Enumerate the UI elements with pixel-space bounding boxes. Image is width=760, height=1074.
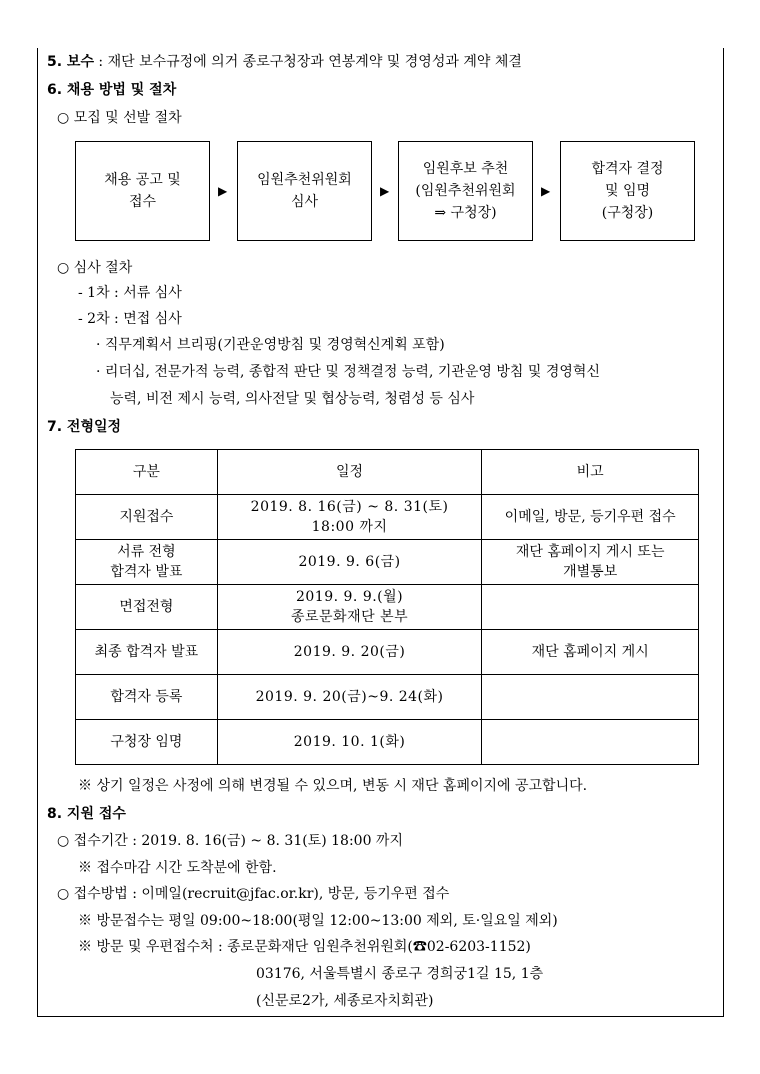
- table-row: [76, 720, 699, 765]
- flow-arrow-icon: ▶: [541, 184, 551, 198]
- cell-line: 2019. 10. 1(화): [293, 734, 406, 750]
- table-cell: [482, 495, 699, 540]
- cell-line: 합격자 발표: [110, 564, 183, 580]
- application-period-note: ※ 접수마감 시간 도착분에 한함.: [78, 860, 277, 876]
- cell-line: 2019. 9. 20(금): [293, 644, 406, 660]
- review-bullet-criteria: · 리더십, 전문가적 능력, 종합적 판단 및 정책결정 능력, 기관운영 방침 및 경영혁신: [96, 364, 600, 380]
- table-cell: [76, 540, 218, 585]
- flow-step-1-line: 채용 공고 및: [104, 172, 181, 188]
- section-5-line: [47, 52, 522, 72]
- table-row: [76, 540, 699, 585]
- table-cell: [217, 720, 482, 765]
- review-second-stage: - 2차 : 면접 심사: [78, 311, 182, 327]
- table-cell: [482, 720, 699, 765]
- cell-line: 18:00 까지: [311, 519, 388, 535]
- table-cell: [482, 585, 699, 630]
- table-row: [76, 630, 699, 675]
- application-method: ○ 접수방법 : 이메일(recruit@jfac.or.kr), 방문, 등기우편 접수: [57, 886, 450, 902]
- table-cell: [76, 720, 218, 765]
- table-header-row: [76, 450, 699, 495]
- table-cell: [217, 630, 482, 675]
- cell-line: 2019. 9. 9.(월): [295, 589, 404, 605]
- cell-line: 개별통보: [563, 564, 618, 580]
- table-cell: [217, 495, 482, 540]
- table-row: [76, 495, 699, 540]
- cell-line: 종로문화재단 본부: [290, 609, 409, 625]
- submission-address-line-3: (신문로2가, 세종로자치회관): [256, 993, 434, 1009]
- table-cell: [482, 675, 699, 720]
- recruit-process-heading: ○ 모집 및 선발 절차: [57, 110, 182, 126]
- flow-step-3-line: ⇒ 구청장): [434, 205, 497, 221]
- table-cell: [76, 630, 218, 675]
- submission-address-line-2: 03176, 서울특별시 종로구 경희궁1길 15, 1층: [256, 966, 544, 982]
- table-cell: [482, 630, 699, 675]
- table-header-cell: 구분: [76, 450, 218, 495]
- table-cell: [217, 540, 482, 585]
- flow-arrow-icon: ▶: [380, 184, 390, 198]
- flow-step-3: [398, 141, 533, 241]
- table-header-cell: 일정: [217, 450, 482, 495]
- table-cell: [76, 495, 218, 540]
- flow-step-1: [75, 141, 210, 241]
- flow-step-1-line: 접수: [128, 194, 157, 210]
- flow-step-2-line: 심사: [290, 194, 319, 210]
- table-cell: [482, 540, 699, 585]
- section-6-title: 6. 채용 방법 및 절차: [47, 82, 177, 98]
- submission-address-line-1: ※ 방문 및 우편접수처 : 종로문화재단 임원추천위원회(☎02-6203-1152): [78, 939, 531, 955]
- cell-line: 재단 홈페이지 게시 또는: [515, 544, 665, 560]
- cell-line: 서류 전형: [117, 544, 176, 560]
- table-row: [76, 585, 699, 630]
- review-bullet-criteria-cont: 능력, 비전 제시 능력, 의사전달 및 협상능력, 청렴성 등 심사: [110, 391, 475, 407]
- flow-step-3-line: (임원추천위원회: [415, 183, 516, 199]
- cell-line: 2019. 9. 6(금): [298, 554, 401, 570]
- table-cell: [217, 585, 482, 630]
- review-bullet-briefing: · 직무계획서 브리핑(기관운영방침 및 경영혁신계획 포함): [96, 337, 445, 353]
- section-5-label: 5. 보수: [47, 54, 94, 70]
- review-first-stage: - 1차 : 서류 심사: [78, 285, 182, 301]
- section-5-text: : 재단 보수규정에 의거 종로구청장과 연봉계약 및 경영성과 계약 체결: [93, 54, 522, 70]
- table-header-cell: 비고: [482, 450, 699, 495]
- visit-hours-note: ※ 방문접수는 평일 09:00~18:00(평일 12:00~13:00 제외, 토·일요일 제외): [78, 913, 558, 929]
- cell-line: 면접전형: [119, 599, 174, 615]
- cell-line: 지원접수: [119, 509, 174, 525]
- table-cell: [76, 585, 218, 630]
- flow-step-2: [237, 141, 372, 241]
- flow-step-3-line: 임원후보 추천: [422, 161, 509, 177]
- cell-line: 이메일, 방문, 등기우편 접수: [504, 509, 676, 525]
- flow-step-2-line: 임원추천위원회: [257, 172, 352, 188]
- table-cell: [76, 675, 218, 720]
- flow-step-4-line: (구청장): [601, 205, 654, 221]
- flow-arrow-icon: ▶: [218, 184, 228, 198]
- flow-step-4: [560, 141, 695, 241]
- section-7-title: 7. 전형일정: [47, 419, 122, 435]
- table-row: [76, 675, 699, 720]
- cell-line: 합격자 등록: [110, 689, 183, 705]
- flow-step-4-line: 및 임명: [604, 183, 650, 199]
- schedule-note: ※ 상기 일정은 사정에 의해 변경될 수 있으며, 변동 시 재단 홈페이지에 공고합니다.: [78, 778, 588, 794]
- table-cell: [217, 675, 482, 720]
- cell-line: 2019. 8. 16(금) ~ 8. 31(토): [250, 499, 449, 515]
- section-8-title: 8. 지원 접수: [47, 806, 126, 822]
- application-period: ○ 접수기간 : 2019. 8. 16(금) ~ 8. 31(토) 18:00 까지: [57, 833, 403, 849]
- schedule-table: [75, 449, 699, 765]
- cell-line: 2019. 9. 20(금)~9. 24(화): [255, 689, 444, 705]
- cell-line: 재단 홈페이지 게시: [531, 644, 649, 660]
- cell-line: 구청장 임명: [110, 734, 183, 750]
- cell-line: 최종 합격자 발표: [94, 644, 199, 660]
- review-procedure-heading: ○ 심사 절차: [57, 260, 133, 276]
- flow-step-4-line: 합격자 결정: [591, 161, 664, 177]
